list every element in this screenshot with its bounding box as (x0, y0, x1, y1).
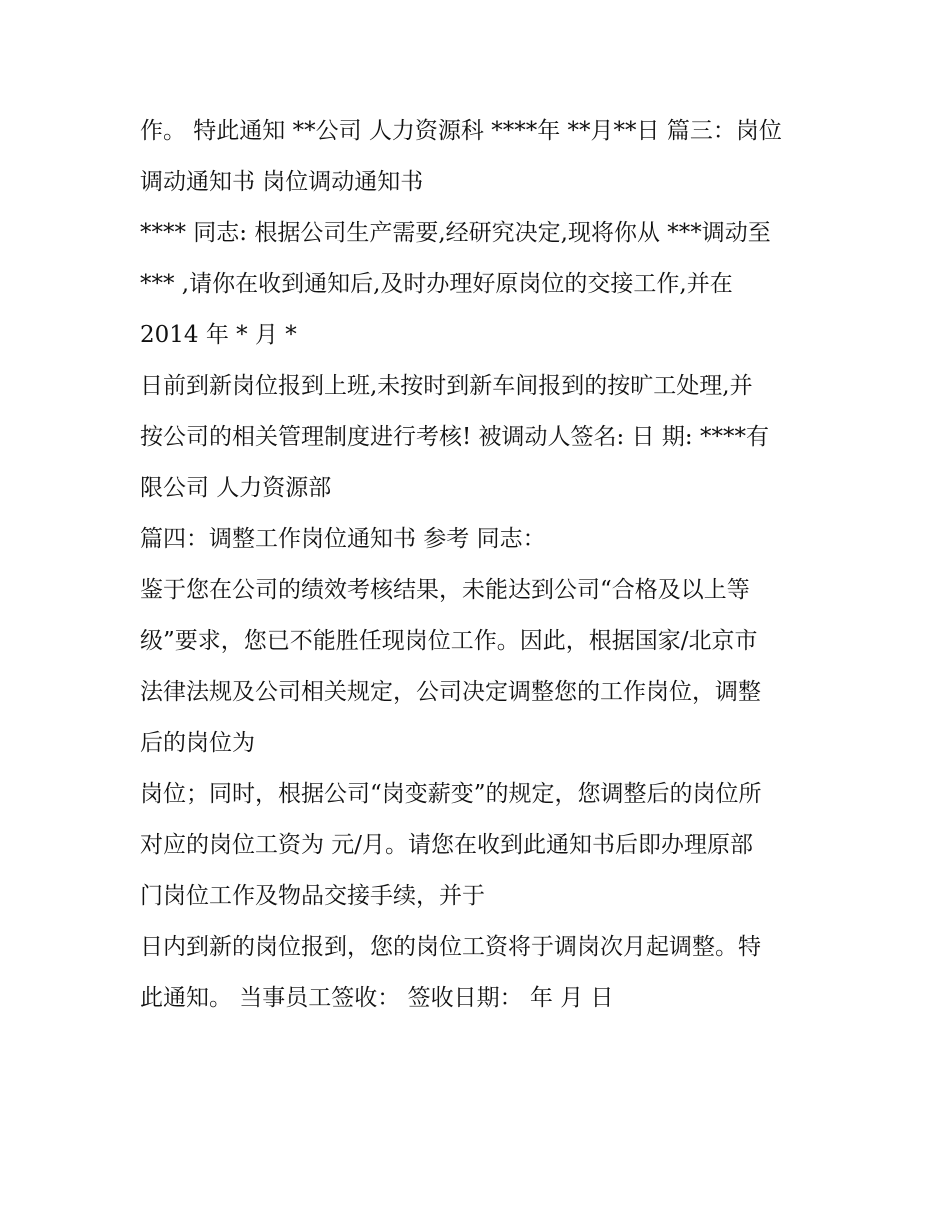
text-line: 日内到新的岗位报到，您的岗位工资将于调岗次月起调整。特 (140, 934, 761, 960)
text-line: 日前到新岗位报到上班,未按时到新车间报到的按旷工处理,并 (140, 373, 753, 399)
text-line: 级”要求，您已不能胜任现岗位工作。因此，根据国家/北京市 (140, 628, 758, 654)
text-line: 此通知。 当事员工签收： 签收日期： 年 月 日 (140, 985, 614, 1011)
text-line: 对应的岗位工资为 元/月。请您在收到此通知书后即办理原部 (140, 832, 754, 858)
text-line: 调动通知书 岗位调动通知书 (140, 169, 424, 195)
text-line: 后的岗位为 (140, 730, 255, 756)
text-line: 门岗位工作及物品交接手续，并于 (140, 883, 485, 909)
text-line: *** ,请你在收到通知后,及时办理好原岗位的交接工作,并在 (140, 271, 733, 297)
text-line: 鉴于您在公司的绩效考核结果，未能达到公司“合格及以上等 (140, 577, 750, 603)
text-line: 岗位；同时，根据公司“岗变薪变”的规定，您调整后的岗位所 (140, 781, 762, 807)
section-heading: 篇四：调整工作岗位通知书 参考 同志： (140, 526, 546, 552)
text-line: **** 同志: 根据公司生产需要,经研究决定,现将你从 ***调动至 (140, 220, 771, 246)
text-line: 法律法规及公司相关规定，公司决定调整您的工作岗位，调整 (140, 679, 761, 705)
document-body (140, 106, 820, 1024)
text-line: 作。 特此通知 **公司 人力资源科 ****年 **月**日 篇三：岗位 (140, 118, 782, 144)
text-line: 按公司的相关管理制度进行考核! 被调动人签名: 日 期: ****有 (140, 424, 769, 450)
text-line: 限公司 人力资源部 (140, 475, 332, 501)
text-line: 2014 年 * 月 * (140, 322, 297, 348)
